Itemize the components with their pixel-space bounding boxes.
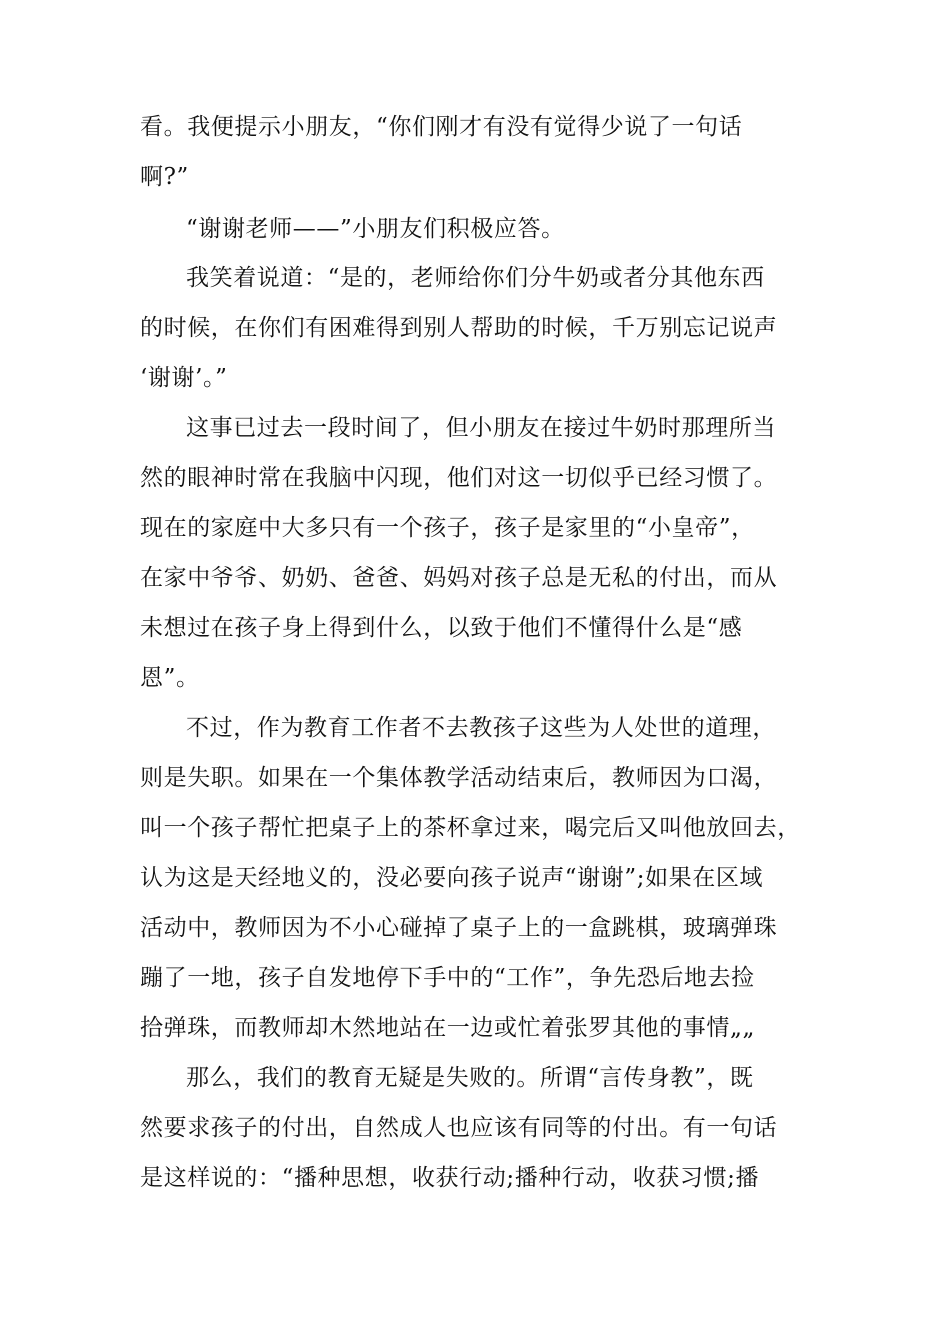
text-line: 活动中，教师因为不小心碰掉了桌子上的一盒跳棋，玻璃弹珠 [140, 915, 778, 941]
text-line: 未想过在孩子身上得到什么，以致于他们不懂得什么是“感 [140, 615, 743, 641]
text-line: 啊?” [140, 164, 189, 190]
text-line: ‘谢谢’。” [140, 365, 228, 391]
text-line: 在家中爷爷、奶奶、爸爸、妈妈对孩子总是无私的付出，而从 [140, 565, 778, 591]
text-line: 我笑着说道：“是的，老师给你们分牛奶或者分其他东西 [186, 265, 765, 291]
text-line: 这事已过去一段时间了，但小朋友在接过牛奶时那理所当 [186, 415, 776, 441]
text-line: 恩”。 [140, 665, 200, 691]
text-line: 的时候，在你们有困难得到别人帮助的时候，千万别忘记说声 [140, 315, 778, 341]
text-line: 叫一个孩子帮忙把桌子上的茶杯拿过来，喝完后又叫他放回去， [140, 815, 801, 841]
text-line: 现在的家庭中大多只有一个孩子，孩子是家里的“小皇帝”， [140, 515, 755, 541]
text-line: 那么，我们的教育无疑是失败的。所谓“言传身教”，既 [186, 1065, 754, 1091]
text-line: 拾弹珠，而教师却木然地站在一边或忙着张罗其他的事情„„ [140, 1015, 756, 1041]
text-line: 是这样说的：“播种思想，收获行动;播种行动，收获习惯;播 [140, 1165, 760, 1191]
text-line: 然要求孩子的付出，自然成人也应该有同等的付出。有一句话 [140, 1115, 778, 1141]
text-line: 蹦了一地，孩子自发地停下手中的“工作”，争先恐后地去捡 [140, 965, 755, 991]
text-line: “谢谢老师——”小朋友们积极应答。 [186, 216, 565, 242]
text-line: 认为这是天经地义的，没必要向孩子说声“谢谢”;如果在区域 [140, 865, 764, 891]
text-line: 然的眼神时常在我脑中闪现，他们对这一切似乎已经习惯了。 [140, 465, 778, 491]
text-line: 看。我便提示小朋友，“你们刚才有没有觉得少说了一句话 [140, 114, 743, 140]
text-line: 则是失职。如果在一个集体教学活动结束后，教师因为口渴， [140, 765, 778, 791]
text-line: 不过，作为教育工作者不去教孩子这些为人处世的道理， [186, 715, 776, 741]
